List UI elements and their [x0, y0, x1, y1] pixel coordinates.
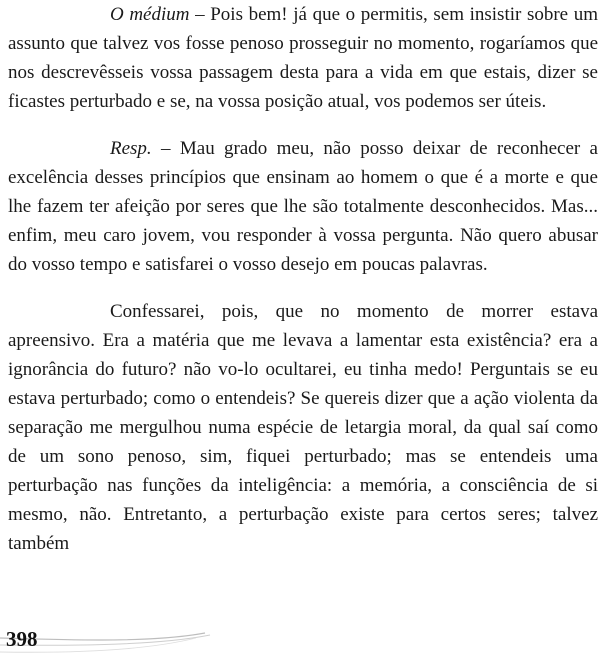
paragraph-medium-question [8, 0, 598, 116]
speaker-label: Resp. [110, 138, 152, 159]
book-page-body [8, 0, 598, 558]
paragraph-text: Confessarei, pois, que no momento de morrer estava apreensivo. Era a matéria que me levava a lamentar esta existência? era a ignorância do futuro? não vo-lo ocultarei, eu tinha medo! Perguntais se eu estava perturbado; como o entendeis? Se quereis dizer que a ação violenta da separação me mergulhou numa espécie de letargia moral, da qual saí como de um sono penoso, sim, fiquei perturbado; mas se entendeis uma perturbação nas funções da inteligência: a memória, a consciência de si mesmo, não. Entretanto, a perturbação existe para certos seres; talvez também [8, 301, 598, 554]
paragraph-text: – Mau grado meu, não posso deixar de reconhecer a excelência desses princípios que ensinam ao homem o que é a morte e que lhe fazem ter afeição por seres que lhe são totalmente desconhecidos. Mas... enfim, meu caro jovem, vou responder à vossa pergunta. Não quero abusar do vosso tempo e satisfarei o vosso desejo em poucas palavras. [8, 138, 598, 275]
speaker-label: O médium [110, 4, 190, 25]
paragraph-text: – Pois bem! já que o permitis, sem insistir sobre um assunto que talvez vos fosse penoso prosseguir no momento, rogaríamos que nos descrevêsseis vossa passagem desta para a vida em que estais, dizer se ficastes perturbado e se, na vossa posição atual, vos podemos ser úteis. [8, 4, 598, 112]
paragraph-continuation [8, 297, 598, 558]
decorative-swoosh [0, 624, 603, 659]
page-number: 398 [6, 627, 38, 651]
page-footer [0, 624, 603, 659]
paragraph-spirit-answer [8, 134, 598, 279]
